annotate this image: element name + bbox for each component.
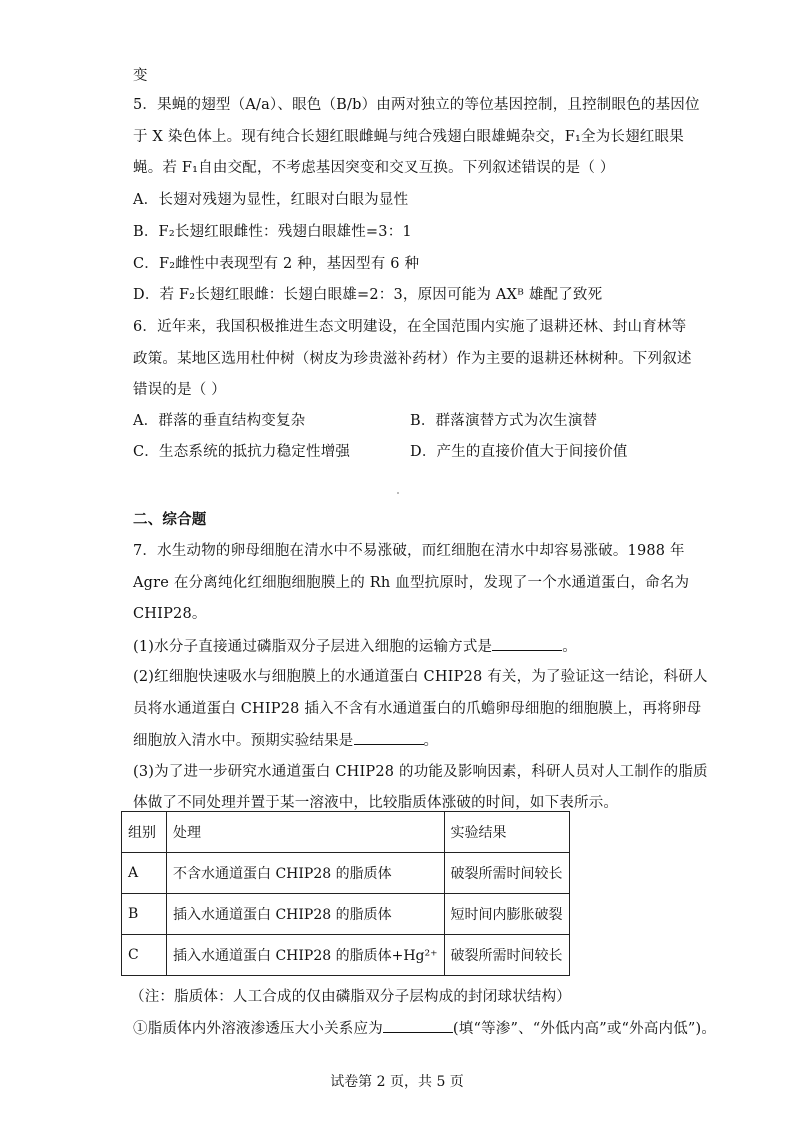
question-7-sub-1 xyxy=(133,636,577,657)
stray-mark xyxy=(397,492,399,494)
table-cell: 破裂所需时间较长 xyxy=(444,853,569,894)
question-7-sub-3-line-2: 体做了不同处理并置于某一溶液中，比较脂质体涨破的时间，如下表所示。 xyxy=(133,795,619,811)
question-6-option-d: D．产生的直接价值大于间接价值 xyxy=(410,444,628,460)
table-row xyxy=(122,935,570,976)
question-6-option-a: A．群落的垂直结构变复杂 xyxy=(133,413,306,429)
question-7-sub-2-line-3 xyxy=(133,730,438,751)
table-row xyxy=(122,894,570,935)
answer-blank-1[interactable] xyxy=(492,636,562,651)
question-5-option-b: B．F₂长翅红眼雌性：残翅白眼雄性=3：1 xyxy=(133,224,412,240)
table-cell: 不含水通道蛋白 CHIP28 的脂质体 xyxy=(167,853,445,894)
table-header-row xyxy=(122,812,570,853)
section-title: 二、综合题 xyxy=(133,512,207,528)
question-7-sub-3-item-1-text: ①脂质体内外溶液渗透压大小关系应为 xyxy=(133,1021,383,1037)
answer-blank-3[interactable] xyxy=(383,1018,453,1033)
table-cell: 破裂所需时间较长 xyxy=(444,935,569,976)
question-5-option-d: D．若 F₂长翅红眼雌：长翅白眼雄=2：3，原因可能为 AXᴮ 雄配了致死 xyxy=(133,287,603,303)
question-7-line-3: CHIP28。 xyxy=(133,606,207,622)
question-7-line-1: 7．水生动物的卵母细胞在清水中不易涨破，而红细胞在清水中却容易涨破。1988 年 xyxy=(133,543,685,559)
experiment-table xyxy=(121,811,570,976)
question-6-option-c: C．生态系统的抵抗力稳定性增强 xyxy=(133,444,351,460)
page-footer: 试卷第 2 页，共 5 页 xyxy=(330,1074,464,1090)
table-cell: 插入水通道蛋白 CHIP28 的脂质体+Hg²⁺ xyxy=(167,935,445,976)
question-5-line-3: 蝇。若 F₁自由交配，不考虑基因突变和交叉互换。下列叙述错误的是（ ） xyxy=(133,160,615,176)
question-7-sub-3-item-1 xyxy=(133,1018,716,1039)
question-7-sub-3-item-1-tail: (填“等渗”、“外低内高”或“外高内低”)。 xyxy=(452,1021,717,1037)
question-5-option-c: C．F₂雌性中表现型有 2 种，基因型有 6 种 xyxy=(133,256,420,272)
period-1: 。 xyxy=(562,639,577,655)
question-5-line-2: 于 X 染色体上。现有纯合长翅红眼雌蝇与纯合残翅白眼雄蝇杂交，F₁全为长翅红眼果 xyxy=(133,129,684,145)
table-header-cell: 处理 xyxy=(167,812,445,853)
table-row xyxy=(122,853,570,894)
table-cell: C xyxy=(122,935,167,976)
question-7-line-2: Agre 在分离纯化红细胞细胞膜上的 Rh 血型抗原时，发现了一个水通道蛋白，命名为 xyxy=(133,575,690,591)
answer-blank-2[interactable] xyxy=(354,730,424,745)
question-6-line-1: 6．近年来，我国积极推进生态文明建设，在全国范围内实施了退耕还林、封山育林等 xyxy=(133,319,687,335)
question-5-option-a: A．长翅对残翅为显性，红眼对白眼为显性 xyxy=(133,192,409,208)
question-6-line-3: 错误的是（ ） xyxy=(133,382,227,398)
question-7-sub-3-line-1: (3)为了进一步研究水通道蛋白 CHIP28 的功能及影响因素，科研人员对人工制作的脂质 xyxy=(133,764,708,780)
question-7-sub-2-line-1: (2)红细胞快速吸水与细胞膜上的水通道蛋白 CHIP28 有关，为了验证这一结论，科研人 xyxy=(133,669,708,685)
table-note: （注：脂质体：人工合成的仅由磷脂双分子层构成的封闭球状结构） xyxy=(130,989,571,1005)
table-header-cell: 实验结果 xyxy=(444,812,569,853)
continued-text: 变 xyxy=(133,68,148,84)
question-7-sub-1-text: (1)水分子直接通过磷脂双分子层进入细胞的运输方式是 xyxy=(133,639,493,655)
question-7-sub-2-text: 细胞放入清水中。预期实验结果是 xyxy=(133,733,354,749)
table-header-cell: 组别 xyxy=(122,812,167,853)
table-cell: 插入水通道蛋白 CHIP28 的脂质体 xyxy=(167,894,445,935)
period-2: 。 xyxy=(423,733,439,749)
question-5-line-1: 5．果蝇的翅型（A/a）、眼色（B/b）由两对独立的等位基因控制，且控制眼色的基因位 xyxy=(133,97,700,113)
table-cell: 短时间内膨胀破裂 xyxy=(444,894,569,935)
table-cell: A xyxy=(122,853,167,894)
question-6-option-b: B．群落演替方式为次生演替 xyxy=(410,413,598,429)
table-cell: B xyxy=(122,894,167,935)
question-7-sub-2-line-2: 员将水通道蛋白 CHIP28 插入不含有水通道蛋白的爪蟾卵母细胞的细胞膜上，再将卵母 xyxy=(133,701,702,717)
question-6-line-2: 政策。某地区选用杜仲树（树皮为珍贵滋补药材）作为主要的退耕还林树种。下列叙述 xyxy=(133,351,692,367)
